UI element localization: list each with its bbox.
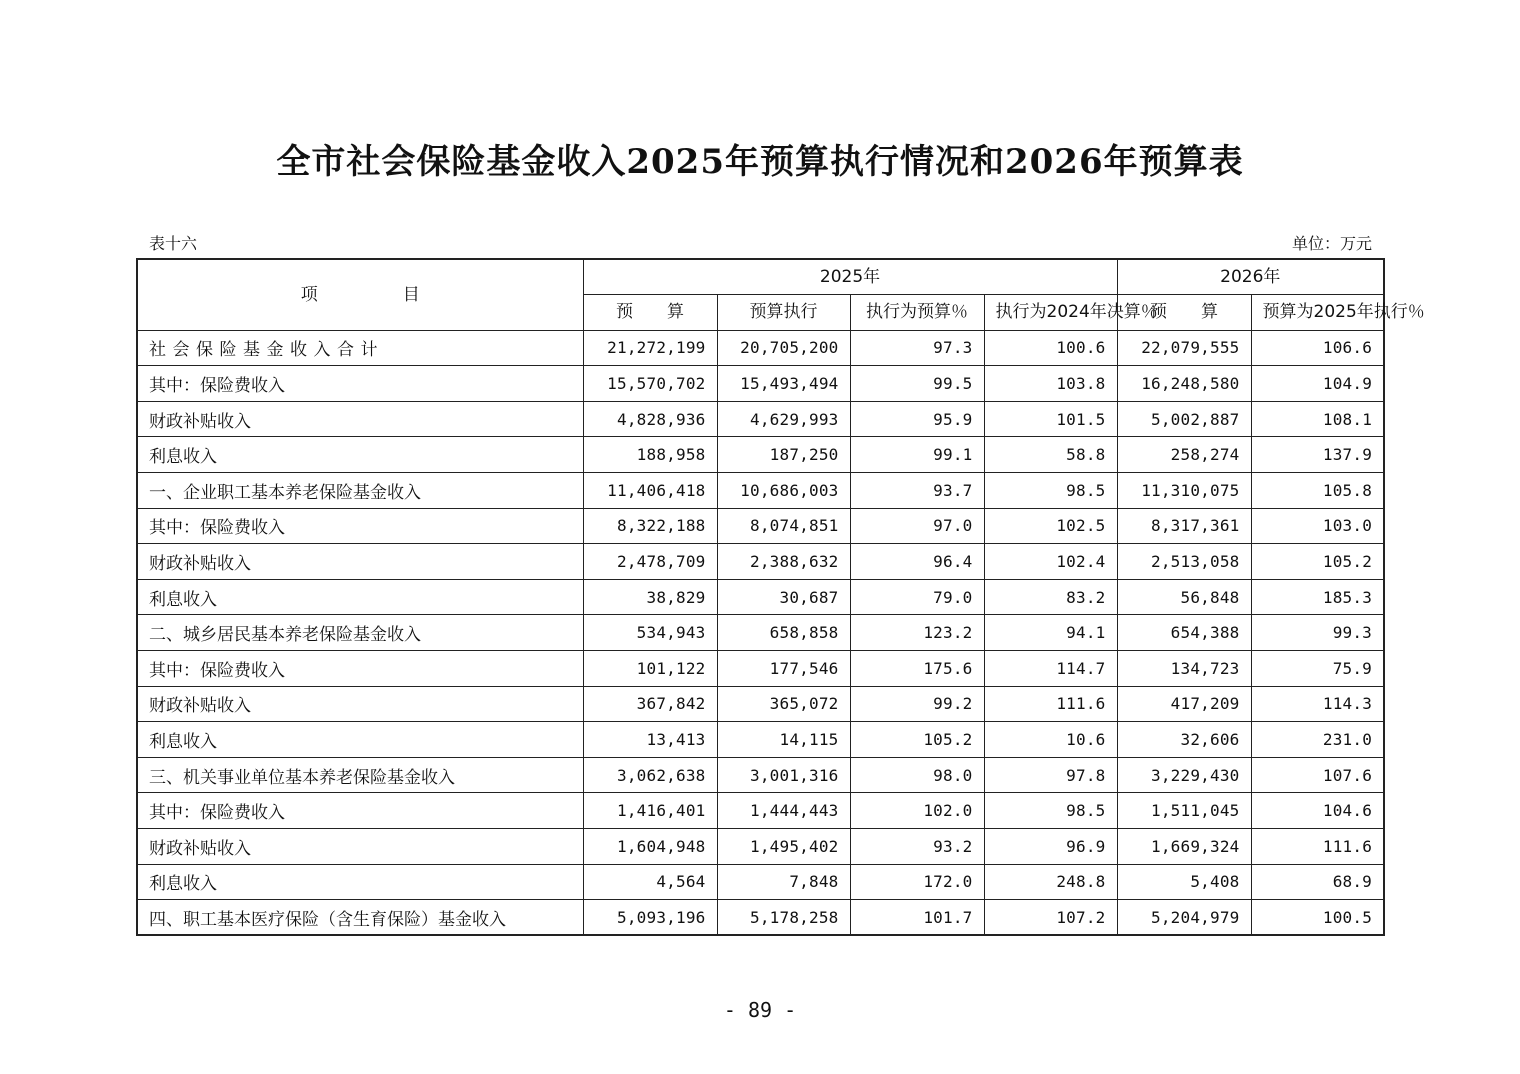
- row-label: 一、企业职工基本养老保险基金收入: [137, 473, 583, 509]
- cell-e2025: 4,629,993: [717, 401, 850, 437]
- row-label: 其中：保险费收入: [137, 793, 583, 829]
- header-item: 项 目: [137, 259, 583, 330]
- cell-e2025: 5,178,258: [717, 900, 850, 936]
- cell-b2026: 134,723: [1117, 651, 1251, 687]
- cell-p1: 101.7: [850, 900, 984, 936]
- cell-p2: 98.5: [984, 473, 1117, 509]
- cell-p1: 99.2: [850, 686, 984, 722]
- table-number: 表十六: [149, 234, 198, 253]
- cell-b2025: 2,478,709: [583, 544, 717, 580]
- cell-b2026: 654,388: [1117, 615, 1251, 651]
- row-label: 财政补贴收入: [137, 544, 583, 580]
- cell-b2026: 22,079,555: [1117, 330, 1251, 366]
- cell-p3: 137.9: [1251, 437, 1384, 473]
- cell-b2025: 21,272,199: [583, 330, 717, 366]
- row-label: 利息收入: [137, 579, 583, 615]
- row-label: 社会保险基金收入合计: [137, 330, 583, 366]
- cell-p3: 231.0: [1251, 722, 1384, 758]
- table-body: [137, 330, 1384, 935]
- row-label: 财政补贴收入: [137, 829, 583, 865]
- cell-b2025: 188,958: [583, 437, 717, 473]
- cell-e2025: 7,848: [717, 864, 850, 900]
- cell-b2025: 5,093,196: [583, 900, 717, 936]
- cell-p1: 97.3: [850, 330, 984, 366]
- cell-p2: 107.2: [984, 900, 1117, 936]
- cell-p1: 123.2: [850, 615, 984, 651]
- cell-b2025: 4,828,936: [583, 401, 717, 437]
- cell-p2: 248.8: [984, 864, 1117, 900]
- table-row: [137, 829, 1384, 865]
- cell-p3: 111.6: [1251, 829, 1384, 865]
- cell-p1: 93.2: [850, 829, 984, 865]
- cell-p2: 97.8: [984, 757, 1117, 793]
- table-row: [137, 437, 1384, 473]
- table-row: [137, 651, 1384, 687]
- cell-e2025: 20,705,200: [717, 330, 850, 366]
- header-exec-pct-budget: 执行为预算％: [850, 295, 984, 331]
- cell-b2025: 534,943: [583, 615, 717, 651]
- cell-p2: 101.5: [984, 401, 1117, 437]
- cell-p1: 95.9: [850, 401, 984, 437]
- cell-e2025: 14,115: [717, 722, 850, 758]
- cell-b2026: 258,274: [1117, 437, 1251, 473]
- cell-b2026: 2,513,058: [1117, 544, 1251, 580]
- row-label: 财政补贴收入: [137, 401, 583, 437]
- cell-b2026: 5,408: [1117, 864, 1251, 900]
- row-label: 利息收入: [137, 437, 583, 473]
- header-budget-pct-2025: 预算为2025年执行％: [1251, 295, 1384, 331]
- cell-p2: 10.6: [984, 722, 1117, 758]
- cell-p1: 105.2: [850, 722, 984, 758]
- header-budget-2025: 预 算: [583, 295, 717, 331]
- cell-e2025: 15,493,494: [717, 366, 850, 402]
- table-row: [137, 900, 1384, 936]
- row-label: 二、城乡居民基本养老保险基金收入: [137, 615, 583, 651]
- cell-p2: 114.7: [984, 651, 1117, 687]
- cell-p1: 99.1: [850, 437, 984, 473]
- cell-p1: 175.6: [850, 651, 984, 687]
- table-row: [137, 330, 1384, 366]
- cell-e2025: 3,001,316: [717, 757, 850, 793]
- cell-p3: 185.3: [1251, 579, 1384, 615]
- cell-p2: 111.6: [984, 686, 1117, 722]
- cell-p2: 58.8: [984, 437, 1117, 473]
- cell-p3: 104.9: [1251, 366, 1384, 402]
- cell-b2026: 16,248,580: [1117, 366, 1251, 402]
- cell-p3: 105.8: [1251, 473, 1384, 509]
- unit-label: 单位：万元: [1291, 234, 1372, 253]
- cell-p3: 75.9: [1251, 651, 1384, 687]
- cell-p2: 83.2: [984, 579, 1117, 615]
- cell-p3: 114.3: [1251, 686, 1384, 722]
- cell-e2025: 658,858: [717, 615, 850, 651]
- cell-b2025: 13,413: [583, 722, 717, 758]
- table-row: [137, 401, 1384, 437]
- cell-p1: 79.0: [850, 579, 984, 615]
- cell-p3: 104.6: [1251, 793, 1384, 829]
- cell-p1: 102.0: [850, 793, 984, 829]
- cell-p3: 103.0: [1251, 508, 1384, 544]
- table-row: [137, 473, 1384, 509]
- cell-e2025: 177,546: [717, 651, 850, 687]
- cell-p3: 106.6: [1251, 330, 1384, 366]
- cell-e2025: 8,074,851: [717, 508, 850, 544]
- cell-b2026: 417,209: [1117, 686, 1251, 722]
- table-row: [137, 508, 1384, 544]
- row-label: 四、职工基本医疗保险（含生育保险）基金收入: [137, 900, 583, 936]
- cell-p2: 94.1: [984, 615, 1117, 651]
- cell-p2: 96.9: [984, 829, 1117, 865]
- row-label: 其中：保险费收入: [137, 508, 583, 544]
- table-row: [137, 757, 1384, 793]
- header-year-2025: 2025年: [583, 259, 1117, 295]
- table-row: [137, 722, 1384, 758]
- budget-table: [136, 258, 1425, 936]
- row-label: 三、机关事业单位基本养老保险基金收入: [137, 757, 583, 793]
- cell-p3: 107.6: [1251, 757, 1384, 793]
- cell-p2: 102.5: [984, 508, 1117, 544]
- cell-p2: 100.6: [984, 330, 1117, 366]
- cell-b2025: 8,322,188: [583, 508, 717, 544]
- cell-p2: 102.4: [984, 544, 1117, 580]
- cell-b2026: 3,229,430: [1117, 757, 1251, 793]
- cell-p1: 93.7: [850, 473, 984, 509]
- table-row: [137, 366, 1384, 402]
- cell-p3: 100.5: [1251, 900, 1384, 936]
- cell-b2025: 38,829: [583, 579, 717, 615]
- header-exec-pct-2024: 执行为2024年决算％: [984, 295, 1117, 331]
- cell-b2026: 5,204,979: [1117, 900, 1251, 936]
- cell-b2025: 11,406,418: [583, 473, 717, 509]
- cell-b2026: 32,606: [1117, 722, 1251, 758]
- cell-p3: 99.3: [1251, 615, 1384, 651]
- cell-b2026: 8,317,361: [1117, 508, 1251, 544]
- cell-p2: 98.5: [984, 793, 1117, 829]
- cell-b2025: 3,062,638: [583, 757, 717, 793]
- cell-e2025: 365,072: [717, 686, 850, 722]
- page-title: 全市社会保险基金收入2025年预算执行情况和2026年预算表: [276, 142, 1244, 182]
- cell-b2025: 4,564: [583, 864, 717, 900]
- cell-e2025: 1,444,443: [717, 793, 850, 829]
- cell-b2026: 56,848: [1117, 579, 1251, 615]
- cell-p3: 105.2: [1251, 544, 1384, 580]
- header-execution-2025: 预算执行: [717, 295, 850, 331]
- cell-p1: 99.5: [850, 366, 984, 402]
- table-row: [137, 615, 1384, 651]
- cell-p2: 103.8: [984, 366, 1117, 402]
- cell-p3: 68.9: [1251, 864, 1384, 900]
- cell-e2025: 10,686,003: [717, 473, 850, 509]
- cell-p3: 108.1: [1251, 401, 1384, 437]
- row-label: 其中：保险费收入: [137, 651, 583, 687]
- cell-b2026: 5,002,887: [1117, 401, 1251, 437]
- row-label: 利息收入: [137, 864, 583, 900]
- header-budget-2026: 预 算: [1117, 295, 1251, 331]
- cell-b2025: 1,416,401: [583, 793, 717, 829]
- header-year-2026: 2026年: [1117, 259, 1384, 295]
- cell-e2025: 2,388,632: [717, 544, 850, 580]
- cell-p1: 98.0: [850, 757, 984, 793]
- cell-p1: 172.0: [850, 864, 984, 900]
- row-label: 财政补贴收入: [137, 686, 583, 722]
- cell-e2025: 1,495,402: [717, 829, 850, 865]
- table-row: [137, 686, 1384, 722]
- row-label: 其中：保险费收入: [137, 366, 583, 402]
- table-row: [137, 793, 1384, 829]
- cell-p1: 97.0: [850, 508, 984, 544]
- cell-b2026: 1,511,045: [1117, 793, 1251, 829]
- page-number: - 89 -: [723, 998, 797, 1022]
- row-label: 利息收入: [137, 722, 583, 758]
- cell-p1: 96.4: [850, 544, 984, 580]
- cell-b2026: 1,669,324: [1117, 829, 1251, 865]
- cell-e2025: 30,687: [717, 579, 850, 615]
- cell-b2025: 101,122: [583, 651, 717, 687]
- cell-b2025: 15,570,702: [583, 366, 717, 402]
- cell-b2026: 11,310,075: [1117, 473, 1251, 509]
- table-row: [137, 864, 1384, 900]
- cell-b2025: 1,604,948: [583, 829, 717, 865]
- table-row: [137, 579, 1384, 615]
- table-row: [137, 544, 1384, 580]
- cell-b2025: 367,842: [583, 686, 717, 722]
- cell-e2025: 187,250: [717, 437, 850, 473]
